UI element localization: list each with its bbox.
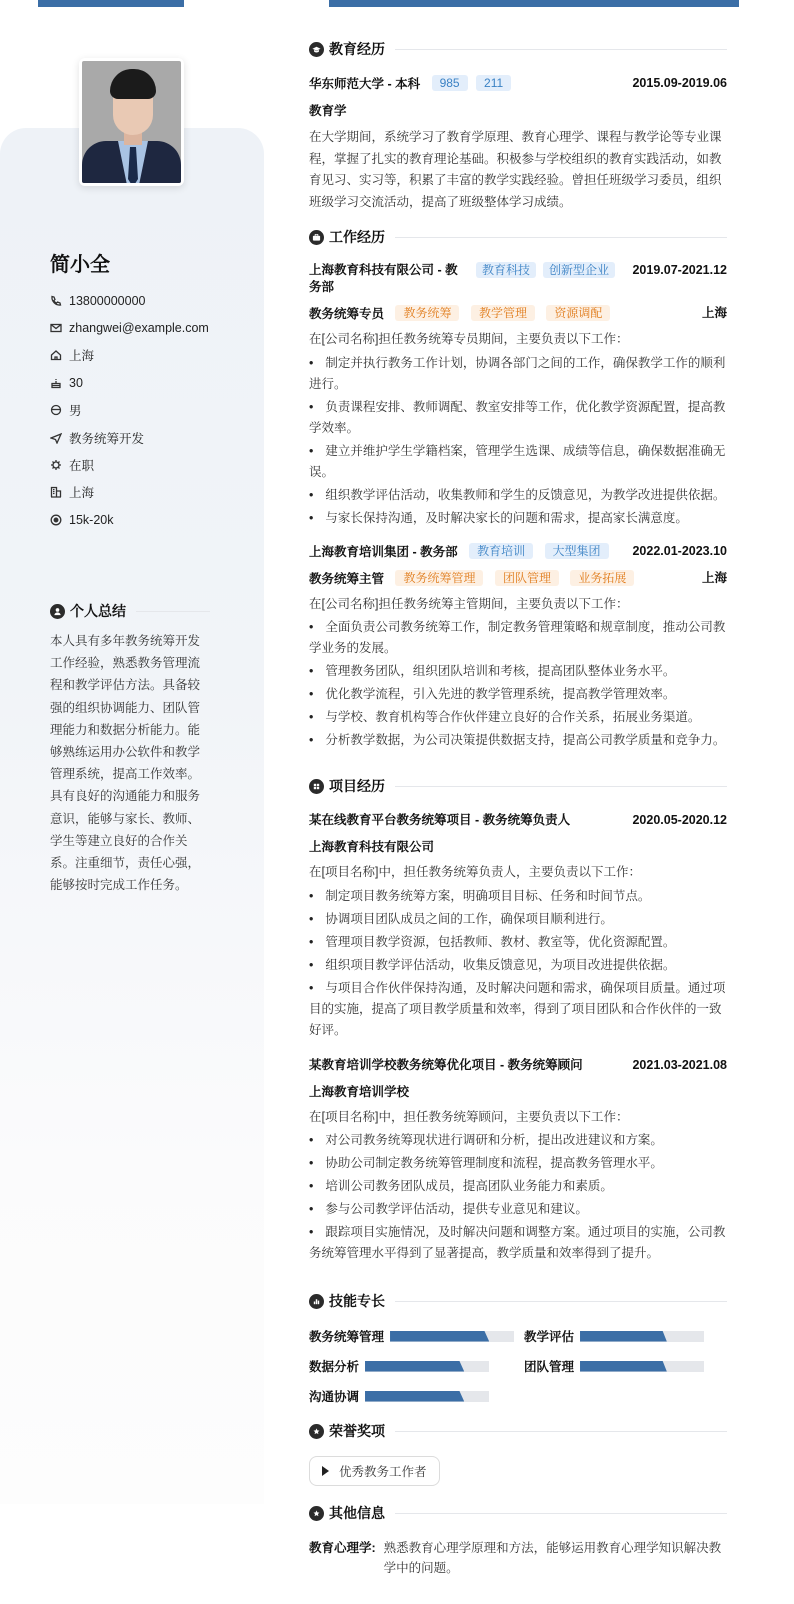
avatar-photo (79, 58, 184, 186)
summary-text: 本人具有多年教务统筹开发工作经验，熟悉教务管理流程和教学评估方法。具备较强的组织协调能力、团队管理能力和数据分析能力。能够熟练运用办公软件和教学管理系统，提高工作效率。具有良好的沟通能力和服务意识，能够与家长、教师、学生等建立良好的合作关系。注重细节，责任心强，能够按时完成工作任务。 (50, 634, 201, 893)
contact-email: zhangwei@example.com (50, 314, 209, 341)
skills-header: 技能专长 (309, 1290, 727, 1312)
project-bullets (309, 1130, 727, 1264)
job-role: 教务统筹专员 (309, 307, 385, 321)
contact-age: 30 (50, 369, 209, 396)
top-accent-bar-left (38, 0, 184, 7)
project-item (309, 812, 727, 1041)
list-item: • 组织教学评估活动，收集教师和学生的反馈意见，为教学改进提供依据。 (309, 485, 727, 506)
skill-item: 教学评估 (524, 1326, 724, 1346)
skill-bar (365, 1391, 489, 1402)
contact-gender: 男 (50, 397, 209, 424)
work-intro: 在[公司名称]担任教务统筹主管期间，主要负责以下工作： (309, 596, 629, 611)
grid-icon (309, 779, 324, 794)
skill-bar (580, 1361, 704, 1372)
gender-icon (50, 404, 62, 416)
contact-job-target: 教务统筹开发 (50, 424, 209, 451)
company-name: 上海教育科技有限公司 - 教务部 (309, 263, 458, 294)
list-item: • 建立并维护学生学籍档案，管理学生选课、成绩等信息，确保数据准确无误。 (309, 441, 727, 483)
work-bullets (309, 617, 727, 751)
list-item: • 管理项目教学资源，包括教师、教材、教室等，优化资源配置。 (309, 932, 727, 953)
school-name: 华东师范大学 - 本科 (309, 77, 421, 91)
role-tag: 教务统筹 (395, 305, 459, 321)
main-content (309, 38, 727, 1578)
list-item: • 分析教学数据，为公司决策提供数据支持，提高公司教学质量和竞争力。 (309, 730, 727, 751)
list-item: • 与学校、教育机构等合作伙伴建立良好的合作关系，拓展业务渠道。 (309, 707, 727, 728)
school-tag: 985 (432, 75, 468, 91)
project-org: 上海教育培训学校 (309, 1084, 410, 1099)
list-item: • 全面负责公司教务统筹工作，制定教务管理策略和规章制度，推动公司教学业务的发展。 (309, 617, 727, 659)
list-item: • 制定项目教务统筹方案，明确项目目标、任务和时间节点。 (309, 886, 727, 907)
role-tag: 教务统筹管理 (395, 570, 483, 586)
work-location: 上海 (701, 306, 727, 320)
education-header: 教育经历 (309, 38, 727, 60)
list-item: • 组织项目教学评估活动，收集反馈意见，为项目改进提供依据。 (309, 955, 727, 976)
major: 教育学 (309, 104, 347, 118)
project-name: 某在线教育平台教务统筹项目 - 教务统筹负责人 (309, 813, 571, 827)
project-item (309, 1057, 727, 1265)
company-name: 上海教育培训集团 - 教务部 (309, 544, 458, 559)
contact-list (50, 287, 209, 534)
list-item: • 对公司教务统筹现状进行调研和分析，提出改进建议和方案。 (309, 1130, 727, 1151)
role-tag: 教学管理 (471, 305, 535, 321)
award-icon (309, 1424, 324, 1439)
project-name: 某教育培训学校教务统筹优化项目 - 教务统筹顾问 (309, 1057, 583, 1072)
school-tag: 211 (476, 75, 511, 91)
list-item: • 制定并执行教务工作计划，协调各部门之间的工作，确保教学工作的顺利进行。 (309, 353, 727, 395)
work-location: 上海 (701, 570, 727, 585)
company-tag: 教育培训 (469, 543, 533, 559)
cake-icon (50, 377, 62, 389)
top-accent-bar-right (329, 0, 739, 7)
project-intro: 在[项目名称]中，担任教务统筹顾问，主要负责以下工作： (309, 1109, 629, 1124)
project-date: 2020.05-2020.12 (632, 813, 727, 827)
skill-item: 沟通协调 (309, 1386, 524, 1406)
education-row (309, 75, 727, 93)
work-item (309, 262, 727, 529)
list-item: • 优化教学流程，引入先进的教学管理系统，提高教学管理效率。 (309, 684, 727, 705)
work-date: 2019.07-2021.12 (632, 263, 727, 277)
briefcase-icon (309, 230, 324, 245)
project-intro: 在[项目名称]中，担任教务统筹负责人，主要负责以下工作： (309, 865, 641, 879)
list-item: • 协助公司制定教务统筹管理制度和流程，提高教务管理水平。 (309, 1153, 727, 1174)
company-tag: 创新型企业 (543, 262, 615, 278)
play-icon (322, 1466, 329, 1476)
home-icon (50, 349, 62, 361)
awards-header: 荣誉奖项 (309, 1420, 727, 1442)
status-icon (50, 459, 62, 471)
user-icon (50, 604, 65, 619)
project-org: 上海教育科技有限公司 (309, 840, 435, 854)
list-item: • 负责课程安排、教师调配、教室安排等工作，优化教学资源配置，提高教学效率。 (309, 397, 727, 439)
list-item: • 管理教务团队，组织团队培训和考核，提高团队整体业务水平。 (309, 661, 727, 682)
summary-header: 个人总结 (50, 601, 210, 621)
other-item: 教育心理学: 熟悉教育心理学原理和方法，能够运用教育心理学知识解决教学中的问题。 (309, 1541, 722, 1575)
list-item: • 与项目合作伙伴保持沟通，及时解决问题和需求，确保项目质量。通过项目的实施，提高了项目教学质量和效率，得到了项目团队和合作伙伴的一致好评。 (309, 978, 727, 1041)
salary-icon (50, 514, 62, 526)
list-item: • 跟踪项目实施情况，及时解决问题和调整方案。通过项目的实施，公司教务统筹管理水平得到了显著提高，教学质量和效率得到了提升。 (309, 1222, 727, 1264)
skill-item: 团队管理 (524, 1356, 724, 1376)
contact-address: 上海 (50, 342, 209, 369)
role-tag: 资源调配 (546, 305, 610, 321)
award-item: 优秀教务工作者 (309, 1456, 440, 1486)
building-icon (50, 486, 62, 498)
info-icon (309, 1506, 324, 1521)
skill-item: 数据分析 (309, 1356, 524, 1376)
list-item: • 与家长保持沟通，及时解决家长的问题和需求，提高家长满意度。 (309, 508, 727, 529)
company-tag: 教育科技 (476, 262, 536, 278)
phone-icon (50, 295, 62, 307)
contact-phone: 13800000000 (50, 287, 209, 314)
skills-grid (309, 1326, 727, 1406)
work-bullets (309, 353, 727, 529)
list-item: • 协调项目团队成员之间的工作，确保项目顺利进行。 (309, 909, 727, 930)
candidate-name: 简小全 (50, 254, 110, 276)
bar-chart-icon (309, 1294, 324, 1309)
contact-status: 在职 (50, 451, 209, 478)
work-item (309, 543, 727, 752)
skill-bar (580, 1331, 704, 1342)
skill-bar (365, 1361, 489, 1372)
work-intro: 在[公司名称]担任教务统筹专员期间，主要负责以下工作： (309, 332, 629, 346)
list-item: • 参与公司教学评估活动，提供专业意见和建议。 (309, 1199, 727, 1220)
education-description: 在大学期间，系统学习了教育学原理、教育心理学、课程与教学论等专业课程，掌握了扎实的教育理论基础。积极参与学校组织的教育实践活动，如教育见习、实习等，积累了丰富的教学实践经验。曾担任班级学习委员，组织班级学习交流活动，提高了班级整体学习成绩。 (309, 130, 722, 209)
graduation-cap-icon (309, 42, 324, 57)
mail-icon (50, 322, 62, 334)
list-item: • 培训公司教务团队成员，提高团队业务能力和素质。 (309, 1176, 727, 1197)
other-header: 其他信息 (309, 1502, 727, 1524)
contact-city: 上海 (50, 479, 209, 506)
skill-bar (390, 1331, 514, 1342)
role-tag: 业务拓展 (570, 570, 634, 586)
skill-item: 教务统筹管理 (309, 1326, 524, 1346)
project-bullets (309, 886, 727, 1041)
role-tag: 团队管理 (495, 570, 559, 586)
work-header: 工作经历 (309, 226, 727, 248)
projects-header: 项目经历 (309, 775, 727, 797)
contact-salary: 15k-20k (50, 506, 209, 533)
company-tag: 大型集团 (545, 543, 609, 559)
project-date: 2021.03-2021.08 (632, 1057, 727, 1072)
job-role: 教务统筹主管 (309, 571, 385, 586)
work-date: 2022.01-2023.10 (632, 543, 727, 558)
education-date: 2015.09-2019.06 (632, 76, 727, 90)
send-icon (50, 432, 62, 444)
